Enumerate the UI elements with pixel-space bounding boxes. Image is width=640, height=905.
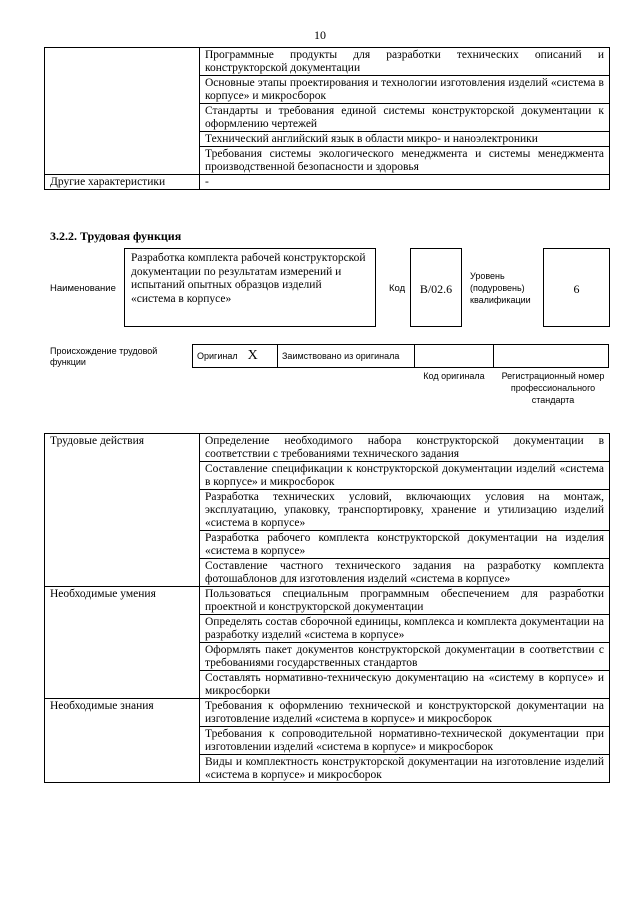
table-cell: Оформлять пакет документов конструкторской документации в соответствии с требованиями государственных стандартов	[200, 643, 610, 671]
table-cell: Требования к сопроводительной нормативно-технической документации при изготовлении изделий «система в корпусе» и микросборок	[200, 727, 610, 755]
table-row	[45, 434, 610, 462]
table-row	[45, 175, 610, 190]
table-row	[45, 587, 610, 615]
code-label: Код	[389, 283, 406, 294]
table-row	[45, 48, 610, 76]
table-cell: Определять состав сборочной единицы, комплекса и комплекта документации на разработку изделий «система в корпусе»	[200, 615, 610, 643]
origin-label: Происхождение трудовой функции	[50, 346, 158, 367]
table-cell: Определение необходимого набора конструкторской документации в соответствии с требованиями технического задания	[200, 434, 610, 462]
table-cell: Составление спецификации к конструкторской документации изделий «система в корпусе» и микросборок	[200, 462, 610, 490]
original-label: Оригинал	[197, 351, 238, 361]
original-cell	[193, 345, 278, 368]
function-name-box: Разработка комплекта рабочей конструкторской документации по результатам измерений и испытаний опытных образцов изделий «система в корпусе»	[124, 248, 376, 327]
group-label-skills: Необходимые умения	[45, 587, 200, 699]
origin-table	[192, 344, 609, 368]
table-cell: Стандарты и требования единой системы конструкторской документации к оформлению чертежей	[200, 104, 610, 132]
table-cell: Программные продукты для разработки технических описаний и конструкторской документации	[200, 48, 610, 76]
top-knowledge-table	[44, 47, 610, 190]
table-cell: Разработка рабочего комплекта конструкторской документации на изделия «система в корпусе»	[200, 531, 610, 559]
level-label: Уровень (подуровень) квалификации	[470, 271, 531, 305]
empty-label-cell	[45, 48, 200, 175]
table-cell: Основные этапы проектирования и технологии изготовления изделий «система в корпусе» и микросборок	[200, 76, 610, 104]
table-row	[193, 345, 609, 368]
table-cell: Требования к оформлению технической и конструкторской документации на изготовление изделий «система в корпусе» и микросборок	[200, 699, 610, 727]
other-characteristics-label: Другие характеристики	[45, 175, 200, 190]
table-cell: Составлять нормативно-техническую документацию на «систему в корпусе» и микросборки	[200, 671, 610, 699]
labor-function-table	[44, 433, 610, 783]
page-number: 10	[314, 28, 326, 42]
registration-number-caption: Регистрационный номер профессионального стандарта	[501, 371, 605, 405]
original-mark: X	[247, 348, 258, 363]
table-cell: Технический английский язык в области микро- и наноэлектроники	[200, 132, 610, 147]
original-code-cell	[415, 345, 494, 368]
table-cell: Составление частного технического задания на разработку комплекта фотошаблонов для изготовления изделий «система в корпусе»	[200, 559, 610, 587]
table-cell: Виды и комплектность конструкторской документации на изготовление изделий «система в корпусе» и микросборок	[200, 755, 610, 783]
function-code-box: B/02.6	[410, 248, 462, 327]
table-row	[45, 699, 610, 727]
table-cell: Пользоваться специальным программным обеспечением для разработки проектной и конструкторской документации	[200, 587, 610, 615]
table-cell: Требования системы экологического менеджмента и системы менеджмента производственной безопасности и здоровья	[200, 147, 610, 175]
group-label-actions: Трудовые действия	[45, 434, 200, 587]
original-code-caption: Код оригинала	[423, 371, 485, 381]
other-characteristics-value: -	[200, 175, 610, 190]
qualification-level-box: 6	[543, 248, 610, 327]
group-label-knowledge: Необходимые знания	[45, 699, 200, 783]
section-title: 3.2.2. Трудовая функция	[50, 229, 182, 243]
registration-number-cell	[494, 345, 609, 368]
name-label: Наименование	[50, 283, 116, 294]
table-cell: Разработка технических условий, включающих условия на монтаж, эксплуатацию, упаковку, транспортировку, хранение и утилизацию изделий «система в корпусе»	[200, 490, 610, 531]
borrowed-label: Заимствовано из оригинала	[278, 345, 415, 368]
